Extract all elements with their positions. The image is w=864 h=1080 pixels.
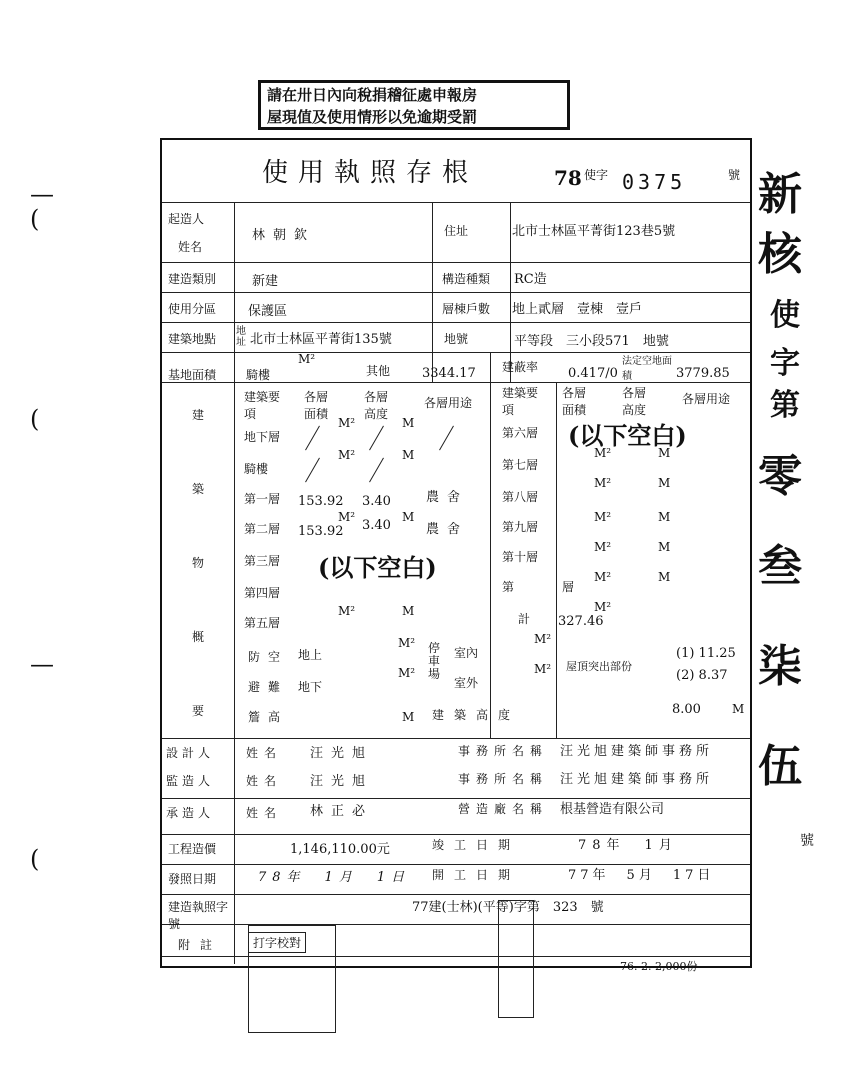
legal-value: 3779.85 <box>676 366 730 381</box>
designer-label: 設計人 <box>166 746 215 760</box>
complete-date: 78年 1月 <box>578 838 678 853</box>
category-label: 建造類別 <box>168 272 217 286</box>
header-use-left: 各層用途 <box>424 396 473 410</box>
applicant-address: 北市士林區平菁街123巷5號 <box>512 224 676 239</box>
total-area: 327.46 <box>558 614 604 629</box>
side-char: 零 <box>758 451 802 502</box>
contractor-company-label: 營造廠名稱 <box>458 802 549 816</box>
header-height-right: 各層高度 <box>622 386 647 417</box>
designer-name: 汪光旭 <box>310 746 374 761</box>
side-char: 伍 <box>758 741 802 792</box>
ratio-value: 0.417/0 <box>568 366 618 381</box>
structure-label: 構造種類 <box>442 272 491 286</box>
header-items-right: 建築要項 <box>502 386 539 417</box>
zone-label: 使用分區 <box>168 302 217 316</box>
side-char: 字 <box>770 346 800 381</box>
applicant-label-b: 姓名 <box>178 240 203 254</box>
building-height-label: 建築高度 <box>432 708 521 722</box>
floor-use: 農舍 <box>426 490 469 505</box>
side-label: 物 <box>192 556 205 570</box>
floor-area: 153.92 <box>298 524 344 539</box>
supervisor-label: 監造人 <box>166 774 215 788</box>
punch-mark: — <box>30 180 54 208</box>
permit-number: 0375 <box>622 170 687 194</box>
unit-m2: M² <box>298 352 316 366</box>
floors-value: 地上貳層 壹棟 壹戶 <box>512 302 643 317</box>
permit-value: 77建(士林)(平等)字第 323 號 <box>412 900 604 915</box>
location-label: 建築地點 <box>168 332 217 346</box>
remark-label: 附註 <box>178 938 223 952</box>
seal-stamp <box>498 900 534 1018</box>
floor-label: 第五層 <box>244 616 281 630</box>
punch-mark: ( <box>30 845 40 873</box>
seal-stamp <box>248 925 336 1033</box>
other-label: 其他 <box>366 364 391 378</box>
applicant-name: 林朝欽 <box>252 228 316 243</box>
other-value: 3344.17 <box>422 366 476 381</box>
lot-value: 平等段 三小段571 地號 <box>514 334 669 349</box>
issue-label: 發照日期 <box>168 872 217 886</box>
location-value: 北市士林區平菁街135號 <box>250 332 392 347</box>
side-char: 柒 <box>758 641 802 692</box>
header-area-left: 各層面積 <box>304 390 329 421</box>
eaves-label: 簷高 <box>248 710 289 724</box>
form-title: 使用執照存根 <box>262 158 479 188</box>
floor-use: 農舍 <box>426 522 469 537</box>
start-label: 開工日期 <box>432 868 521 882</box>
contractor-company: 根基營造有限公司 <box>560 802 665 817</box>
issue-date: 78年 1月 1日 <box>258 870 411 885</box>
floor-label-right: 第六層 <box>502 426 539 440</box>
floor-label-right: 第九層 <box>502 520 539 534</box>
notice-line-2: 屋現值及使用情形以免逾期受罰 <box>267 108 478 126</box>
designer-office-label: 事務所名稱 <box>458 744 549 758</box>
contractor-name: 林正必 <box>310 804 374 819</box>
parking-label: 停車場 <box>428 641 441 681</box>
lot-label: 地號 <box>444 332 469 346</box>
contractor-label: 承造人 <box>166 806 215 820</box>
ratio-label: 建蔽率 <box>502 360 539 374</box>
floor-area: 153.92 <box>298 494 344 509</box>
header-use-right: 各層用途 <box>682 392 731 406</box>
side-label: 建 <box>192 408 205 422</box>
supervisor-name: 汪光旭 <box>310 774 374 789</box>
roof-1: (1) 11.25 <box>676 646 736 661</box>
header-items-left: 建築要項 <box>244 390 281 421</box>
side-char: 核 <box>758 229 802 280</box>
floor-label: 第二層 <box>244 522 281 536</box>
punch-mark: ( <box>30 205 40 233</box>
floor-label: 第三層 <box>244 554 281 568</box>
supervisor-office: 汪光旭建築師事務所 <box>560 772 714 787</box>
supervisor-office-label: 事務所名稱 <box>458 772 549 786</box>
permit-prefix: 使字 <box>584 168 609 182</box>
header-area-right: 各層面積 <box>562 386 587 417</box>
structure-value: RC造 <box>514 272 547 287</box>
floor-label-right: 計 <box>518 612 531 626</box>
permit-stub-form: 使用執照存根 78 使字 0375 號 起造人 姓名 林朝欽 住址 北市士林區平菁街123巷5號 建造類別 新建 構造種類 RC造 使用分區 保護區 層棟戶數 地上貳層 壹棟 壹戶 建築地點 地址 北市士林區平菁街135號 地號 平等段 三小段571 地號 基地面積 騎樓 M² 其他 3344.17 建蔽率 0.417/0 法定空地面積 3779.85 建築要項 各層面積 各層高度 各層用途 建築要項 各層面積 各層高度 各層用途 建 築 物 概 要 地下層 騎樓 第一層 153.92 3.40 農舍 第二層 153.92 3.40 農舍 第三層 第四層 第五層 M² M M² M M² M M² M 第六層 第七層 第八層 第九層 第十層 第 層 計 327.46 M² M M² M M² M M² M M² M M² (以下空白) (以下空白) 防空 避難 地上 地下 M² M² 停車場 室內 室外 M² M² 屋頂突出部份 (1) 11.25 (2) 8.37 簷高 M 建築高度 8.00 M 設計人 姓名 汪光旭 事務所名稱 汪光旭建築師事務所 監造人 姓名 汪光旭 事務所名稱 汪光旭建築師事務所 承造人 姓名 林正必 營造廠名稱 根基營造有限公司 工程造價 1,146,110.00元 竣工日期 78年 1月 發照日期 78年 1月 1日 開工日期 77年 5月 17日 建造執照字號 77建(士林)(平等)字第 323 號 附註 打字校對 <box>160 138 752 968</box>
cost-value: 1,146,110.00元 <box>290 842 390 857</box>
permit-suffix: 號 <box>728 168 741 182</box>
designer-office: 汪光旭建築師事務所 <box>560 744 714 759</box>
floor-label-right: 第七層 <box>502 458 539 472</box>
shelter-below: 地下 <box>298 680 323 694</box>
location-prefix: 地址 <box>236 326 246 348</box>
punch-mark: ( <box>30 405 40 433</box>
side-label: 要 <box>192 704 205 718</box>
supervisor-name-label: 姓名 <box>246 774 283 788</box>
parking-outdoor: 室外 <box>454 676 479 690</box>
side-label: 概 <box>192 630 205 644</box>
floor-label: 第一層 <box>244 492 281 506</box>
building-height: 8.00 <box>672 702 701 717</box>
floor-label: 地下層 <box>244 430 281 444</box>
side-char: 新 <box>758 169 802 220</box>
permit-label: 建造執照字號 <box>168 900 229 931</box>
site-label: 基地面積 <box>168 368 217 382</box>
category-value: 新建 <box>252 274 279 289</box>
proof-stamp: 打字校對 <box>248 932 306 953</box>
side-char: 第 <box>770 388 800 423</box>
blank-note: (以下空白) <box>568 421 687 450</box>
side-char: 使 <box>770 298 800 333</box>
floor-label: 騎樓 <box>244 462 269 476</box>
floor-label-right: 第八層 <box>502 490 539 504</box>
shelter-label-a: 防空 <box>248 650 289 664</box>
floor-label-right: 第十層 <box>502 550 539 564</box>
blank-note: (以下空白) <box>318 553 437 582</box>
header-height-left: 各層高度 <box>364 390 389 421</box>
designer-name-label: 姓名 <box>246 746 283 760</box>
contractor-name-label: 姓名 <box>246 806 283 820</box>
floor-height: 3.40 <box>362 518 391 533</box>
side-label: 築 <box>192 482 205 496</box>
footer-print: 76. 2. 2,000份 <box>620 960 698 973</box>
punch-mark: — <box>30 650 54 678</box>
shelter-above: 地上 <box>298 648 323 662</box>
permit-year: 78 <box>554 166 582 190</box>
side-char: 叁 <box>758 541 802 592</box>
applicant-label-a: 起造人 <box>168 212 205 226</box>
notice-line-1: 請在卅日內向稅捐稽征處申報房 <box>267 86 478 104</box>
start-date: 77年 5月 17日 <box>568 868 715 883</box>
shelter-label-b: 避難 <box>248 680 289 694</box>
floor-label: 第四層 <box>244 586 281 600</box>
address-label: 住址 <box>444 224 469 238</box>
notice-stamp <box>258 80 570 130</box>
cost-label: 工程造價 <box>168 842 217 856</box>
arcade-label: 騎樓 <box>246 368 271 382</box>
floors-label: 層棟戶數 <box>442 302 491 316</box>
roof-2: (2) 8.37 <box>676 668 728 683</box>
parking-indoor: 室內 <box>454 646 479 660</box>
side-char: 號 <box>800 833 814 849</box>
legal-label: 法定空地面積 <box>622 356 672 382</box>
floor-height: 3.40 <box>362 494 391 509</box>
complete-label: 竣工日期 <box>432 838 521 852</box>
zone-value: 保護區 <box>248 304 288 319</box>
floor-label-right: 第 層 <box>502 580 593 594</box>
roof-label: 屋頂突出部份 <box>566 660 632 673</box>
